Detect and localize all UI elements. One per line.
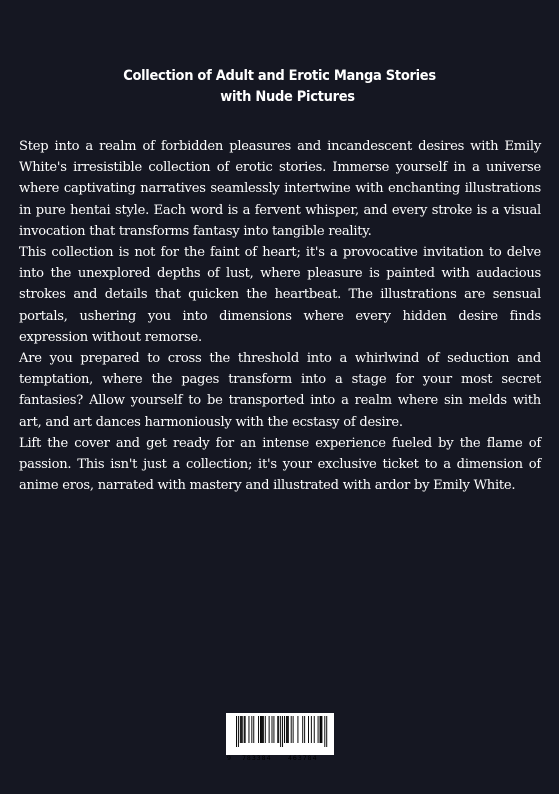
barcode-bar: [242, 716, 243, 743]
barcode-bar: [321, 716, 322, 743]
barcode-bar: [272, 716, 273, 743]
barcode-bar: [262, 716, 263, 743]
barcode-bar: [304, 716, 305, 743]
barcode-bar: [324, 716, 325, 747]
barcode-bar: [308, 716, 309, 743]
barcode-bar: [293, 716, 294, 743]
barcode-bar: [286, 716, 287, 743]
barcode-bar: [244, 716, 245, 743]
barcode-bar: [311, 716, 312, 743]
barcode-bar: [278, 716, 279, 743]
barcode-bar: [282, 716, 283, 747]
barcode-bar: [273, 716, 274, 743]
blurb-paragraph-4: Lift the cover and get ready for an intense experience fueled by the flame of passion. This isn't just a collection; it's your exclusive ticket to a dimension of anime eros, narrated with mastery and illustrated with ardor by Emily White.: [19, 435, 541, 494]
barcode-bar: [291, 716, 292, 743]
barcode-left-group: 783384: [242, 754, 272, 762]
barcode-bar: [320, 716, 321, 743]
barcode-bar: [280, 716, 281, 747]
blurb-paragraph-3: Are you prepared to cross the threshold into a whirlwind of seduction and temptation, where the pages transform into a stage for your most secret fantasies? Allow yourself to be transported into a realm where sin melds with art, and art dances harmoniously with the ecstasy of desire.: [19, 351, 541, 430]
blurb-text: [19, 136, 541, 496]
barcode-right-group: 463784: [288, 754, 318, 762]
barcode-bar: [245, 716, 246, 743]
barcode-bar: [258, 716, 259, 743]
barcode-bar: [269, 716, 270, 743]
title-line-1: Collection of Adult and Erotic Manga Stories: [123, 68, 436, 84]
barcode-bar: [260, 716, 261, 743]
barcode-bar: [265, 716, 266, 743]
barcode-bar: [302, 716, 303, 743]
blurb-paragraph-2: This collection is not for the faint of heart; it's a provocative invitation to delve into the unexplored depths of lust, where pleasure is painted with audacious strokes and details that quicken the heartbeat. The illustrations are sensual portals, ushering you into dimensions where every hidden desire finds expression without remorse.: [19, 245, 541, 345]
barcode-bar: [277, 716, 278, 743]
barcode-bar: [287, 716, 288, 743]
barcode-bar: [238, 716, 239, 747]
barcode-bar: [248, 716, 249, 743]
barcode-bar: [236, 716, 237, 747]
back-cover-title: [0, 66, 559, 108]
barcode-bar: [326, 716, 327, 747]
barcode-bar: [297, 716, 298, 743]
barcode-bar: [241, 716, 242, 743]
barcode-bar: [261, 716, 262, 743]
barcode-bar: [253, 716, 254, 743]
title-line-2: with Nude Pictures: [220, 89, 355, 105]
barcode-bar: [318, 716, 319, 743]
barcode-bar: [284, 716, 285, 743]
barcode-bar: [314, 716, 315, 743]
isbn-barcode: [226, 713, 334, 762]
barcode-bar: [320, 716, 321, 743]
barcode-bar: [240, 716, 241, 743]
blurb-paragraph-1: Step into a realm of forbidden pleasures and incandescent desires with Emily White's irresistible collection of erotic stories. Immerse yourself in a universe where captivating narratives seamlessly intertwine with enchanting illustrations in pure hentai style. Each word is a fervent whisper, and every stroke is a visual invocation that transforms fantasy into tangible reality.: [19, 139, 541, 239]
barcode-bar: [251, 716, 252, 743]
barcode-bar: [288, 716, 289, 743]
barcode-bars: [226, 713, 334, 747]
barcode-lead-digit: 9: [227, 754, 231, 762]
barcode-bar: [263, 716, 264, 743]
